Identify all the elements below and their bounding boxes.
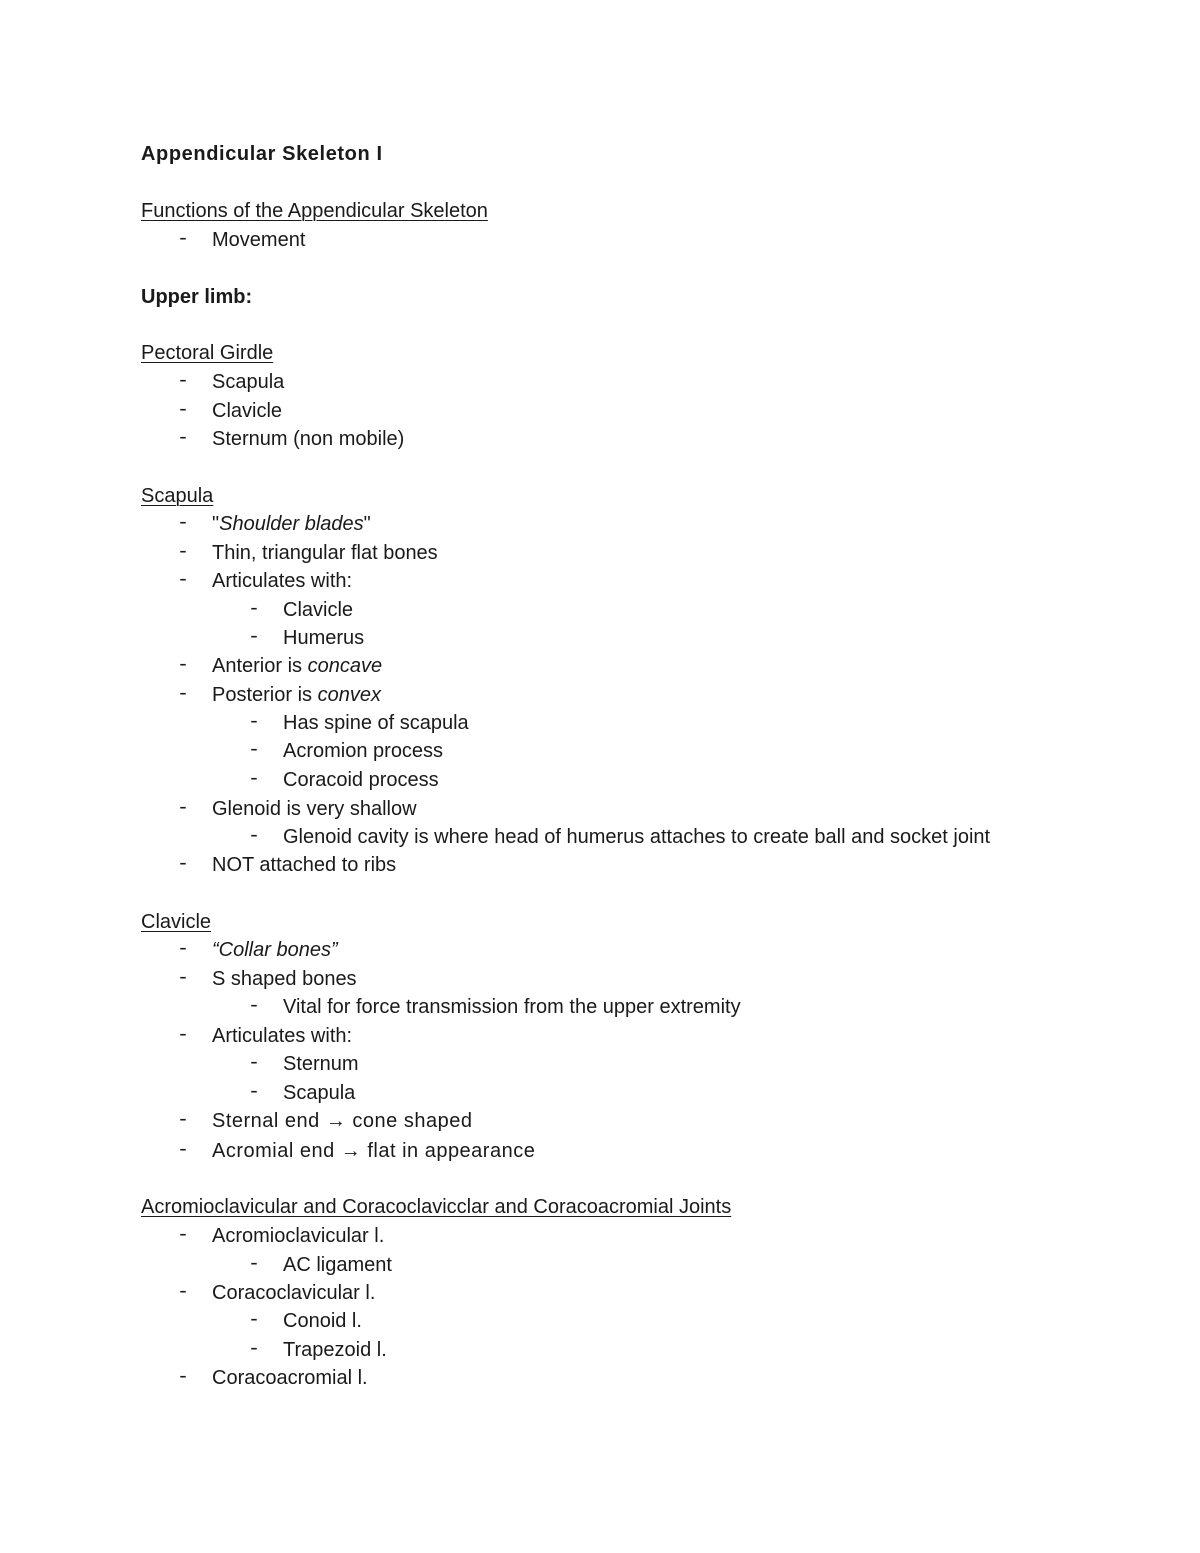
list-item-text: Scapula (283, 1082, 356, 1104)
list-item-text: Clavicle (212, 400, 283, 422)
text-prefix: Anterior is (212, 655, 308, 677)
bullet-dash: - (248, 825, 261, 848)
list-item-text: AC ligament (283, 1254, 392, 1276)
bullet-dash: - (177, 370, 190, 393)
list-item-text: Sternal end → cone shaped (212, 1110, 473, 1132)
list-item-text: Scapula (212, 371, 285, 393)
list-item-text (212, 682, 381, 708)
section-heading-pectoral-girdle: Pectoral Girdle (141, 342, 274, 364)
section-heading-functions: Functions of the Appendicular Skeleton (141, 200, 488, 222)
bullet-dash: - (177, 683, 190, 706)
list-item-text: Coracoacromial l. (212, 1367, 368, 1389)
bullet-dash: - (177, 427, 190, 450)
list-item-text: Trapezoid l. (283, 1339, 387, 1361)
bullet-dash: - (177, 1281, 190, 1304)
bullet-dash: - (177, 967, 190, 990)
section-heading-clavicle: Clavicle (141, 911, 212, 933)
bullet-dash: - (248, 1052, 261, 1075)
list-item-text: Conoid l. (283, 1310, 362, 1332)
quote-close: " (363, 513, 371, 535)
bullet-dash: - (248, 1309, 261, 1332)
list-item-text: Acromion process (283, 740, 444, 762)
list-item-text: Coracoclavicular l. (212, 1282, 376, 1304)
list-item-text: Glenoid cavity is where head of humerus attaches to create ball and socket joint (283, 826, 991, 848)
list-item-text: Acromioclavicular l. (212, 1225, 385, 1247)
emphasis-text: “Collar bones” (212, 939, 338, 961)
quote-open: " (212, 513, 220, 535)
emphasis-text: convex (317, 684, 381, 706)
list-item-text: NOT attached to ribs (212, 854, 397, 876)
bullet-dash: - (177, 853, 190, 876)
bullet-dash: - (248, 1338, 261, 1361)
list-item-text: S shaped bones (212, 968, 357, 990)
bullet-dash: - (177, 654, 190, 677)
list-item-text: Thin, triangular flat bones (212, 542, 438, 564)
bullet-dash: - (248, 995, 261, 1018)
list-item-text: Sternum (283, 1053, 359, 1075)
list-item-text: Vital for force transmission from the upper extremity (283, 996, 741, 1018)
list-item-text: Clavicle (283, 599, 354, 621)
bullet-dash: - (177, 399, 190, 422)
list-item-text: Humerus (283, 627, 365, 649)
bullet-dash: - (248, 739, 261, 762)
bullet-dash: - (177, 1024, 190, 1047)
bullet-dash: - (177, 569, 190, 592)
list-item-text: Acromial end → flat in appearance (212, 1140, 536, 1162)
list-item-text: Articulates with: (212, 1025, 353, 1047)
page-title: Appendicular Skeleton I (141, 143, 383, 165)
bullet-dash: - (177, 512, 190, 535)
bullet-dash: - (177, 1139, 190, 1162)
list-item-text (212, 653, 382, 679)
section-heading-scapula: Scapula (141, 485, 214, 507)
list-item-text (212, 511, 371, 537)
list-item-text: Sternum (non mobile) (212, 428, 405, 450)
list-item-text: Has spine of scapula (283, 712, 469, 734)
emphasis-text: concave (307, 655, 383, 677)
list-item-text: Movement (212, 229, 306, 251)
list-item-text: Coracoid process (283, 769, 439, 791)
bullet-dash: - (177, 541, 190, 564)
emphasis-text: Shoulder blades (219, 513, 364, 535)
list-item-text: Glenoid is very shallow (212, 798, 417, 820)
bullet-dash: - (177, 1109, 190, 1132)
section-heading-joints: Acromioclavicular and Coracoclavicclar and Coracoacromial Joints (141, 1196, 732, 1218)
bullet-dash: - (248, 1081, 261, 1104)
bullet-dash: - (248, 598, 261, 621)
bullet-dash: - (177, 1366, 190, 1389)
bullet-dash: - (248, 711, 261, 734)
bullet-dash: - (177, 797, 190, 820)
bullet-dash: - (248, 1253, 261, 1276)
text-prefix: Posterior is (212, 684, 318, 706)
bullet-dash: - (248, 626, 261, 649)
bullet-dash: - (177, 228, 190, 251)
list-item-text: Articulates with: (212, 570, 353, 592)
bullet-dash: - (248, 768, 261, 791)
bullet-dash: - (177, 1224, 190, 1247)
section-label-upper-limb: Upper limb: (141, 286, 253, 308)
bullet-dash: - (177, 938, 190, 961)
